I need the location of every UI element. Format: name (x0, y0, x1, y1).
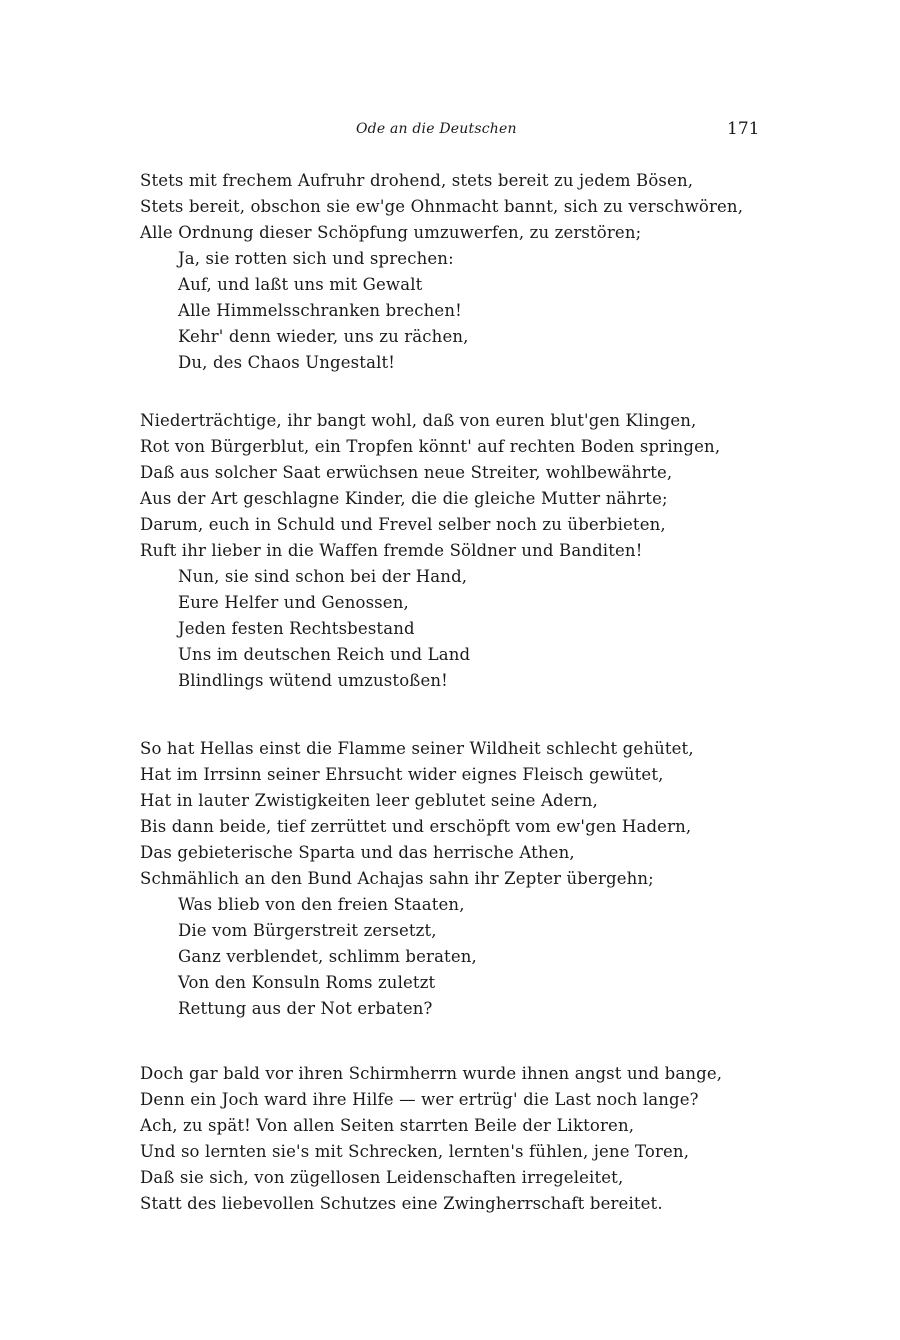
poem-line: Daß aus solcher Saat erwüchsen neue Streiter, wohlbewährte, (140, 463, 673, 482)
poem-line: Du, des Chaos Ungestalt! (178, 353, 396, 372)
poem-line: Daß sie sich, von zügellosen Leidenschaften irregeleitet, (140, 1168, 624, 1187)
poem-line: Die vom Bürgerstreit zersetzt, (178, 921, 437, 940)
running-head (0, 121, 900, 145)
poem-line: Stets bereit, obschon sie ew'ge Ohnmacht bannt, sich zu verschwören, (140, 197, 744, 216)
stanza-4 (140, 1061, 840, 1217)
poem-line: Stets mit frechem Aufruhr drohend, stets bereit zu jedem Bösen, (140, 171, 694, 190)
poem-line: Niederträchtige, ihr bangt wohl, daß von euren blut'gen Klingen, (140, 411, 697, 430)
poem-line: Schmählich an den Bund Achajas sahn ihr Zepter übergehn; (140, 869, 654, 888)
poem-line: Und so lernten sie's mit Schrecken, lernten's fühlen, jene Toren, (140, 1142, 690, 1161)
poem-line: Nun, sie sind schon bei der Hand, (178, 567, 468, 586)
poem-line: Rot von Bürgerblut, ein Tropfen könnt' auf rechten Boden springen, (140, 437, 721, 456)
poem-line: Alle Himmelsschranken brechen! (178, 301, 462, 320)
running-title: Ode an die Deutschen (356, 121, 517, 137)
poem-line: Blindlings wütend umzustoßen! (178, 671, 448, 690)
poem-line: So hat Hellas einst die Flamme seiner Wildheit schlecht gehütet, (140, 739, 694, 758)
poem-line: Statt des liebevollen Schutzes eine Zwingherrschaft bereitet. (140, 1194, 663, 1213)
poem-line: Aus der Art geschlagne Kinder, die die gleiche Mutter nährte; (140, 489, 668, 508)
poem-line: Rettung aus der Not erbaten? (178, 999, 433, 1018)
page-number: 171 (727, 119, 760, 139)
poem-line: Bis dann beide, tief zerrüttet und erschöpft vom ew'gen Hadern, (140, 817, 692, 836)
poem-line: Eure Helfer und Genossen, (178, 593, 409, 612)
stanza-1 (140, 168, 840, 376)
poem-line: Ja, sie rotten sich und sprechen: (178, 249, 454, 268)
poem-line: Jeden festen Rechtsbestand (178, 619, 415, 638)
poem-line: Denn ein Joch ward ihre Hilfe — wer ertrüg' die Last noch lange? (140, 1090, 699, 1109)
poem-line: Was blieb von den freien Staaten, (178, 895, 465, 914)
poem-line: Von den Konsuln Roms zuletzt (178, 973, 436, 992)
poem-line: Uns im deutschen Reich und Land (178, 645, 471, 664)
poem-line: Ruft ihr lieber in die Waffen fremde Söldner und Banditen! (140, 541, 643, 560)
poem-line: Das gebieterische Sparta und das herrische Athen, (140, 843, 575, 862)
stanza-3 (140, 736, 840, 1022)
poem-line: Auf, und laßt uns mit Gewalt (178, 275, 423, 294)
stanza-2 (140, 408, 840, 694)
poem-line: Hat im Irrsinn seiner Ehrsucht wider eignes Fleisch gewütet, (140, 765, 664, 784)
poem-line: Ganz verblendet, schlimm beraten, (178, 947, 477, 966)
poem-line: Alle Ordnung dieser Schöpfung umzuwerfen, zu zerstören; (140, 223, 642, 242)
poem-line: Darum, euch in Schuld und Frevel selber noch zu überbieten, (140, 515, 666, 534)
poem-line: Ach, zu spät! Von allen Seiten starrten Beile der Liktoren, (140, 1116, 635, 1135)
poem-line: Kehr' denn wieder, uns zu rächen, (178, 327, 469, 346)
poem-line: Hat in lauter Zwistigkeiten leer geblutet seine Adern, (140, 791, 598, 810)
poem-line: Doch gar bald vor ihren Schirmherrn wurde ihnen angst und bange, (140, 1064, 723, 1083)
